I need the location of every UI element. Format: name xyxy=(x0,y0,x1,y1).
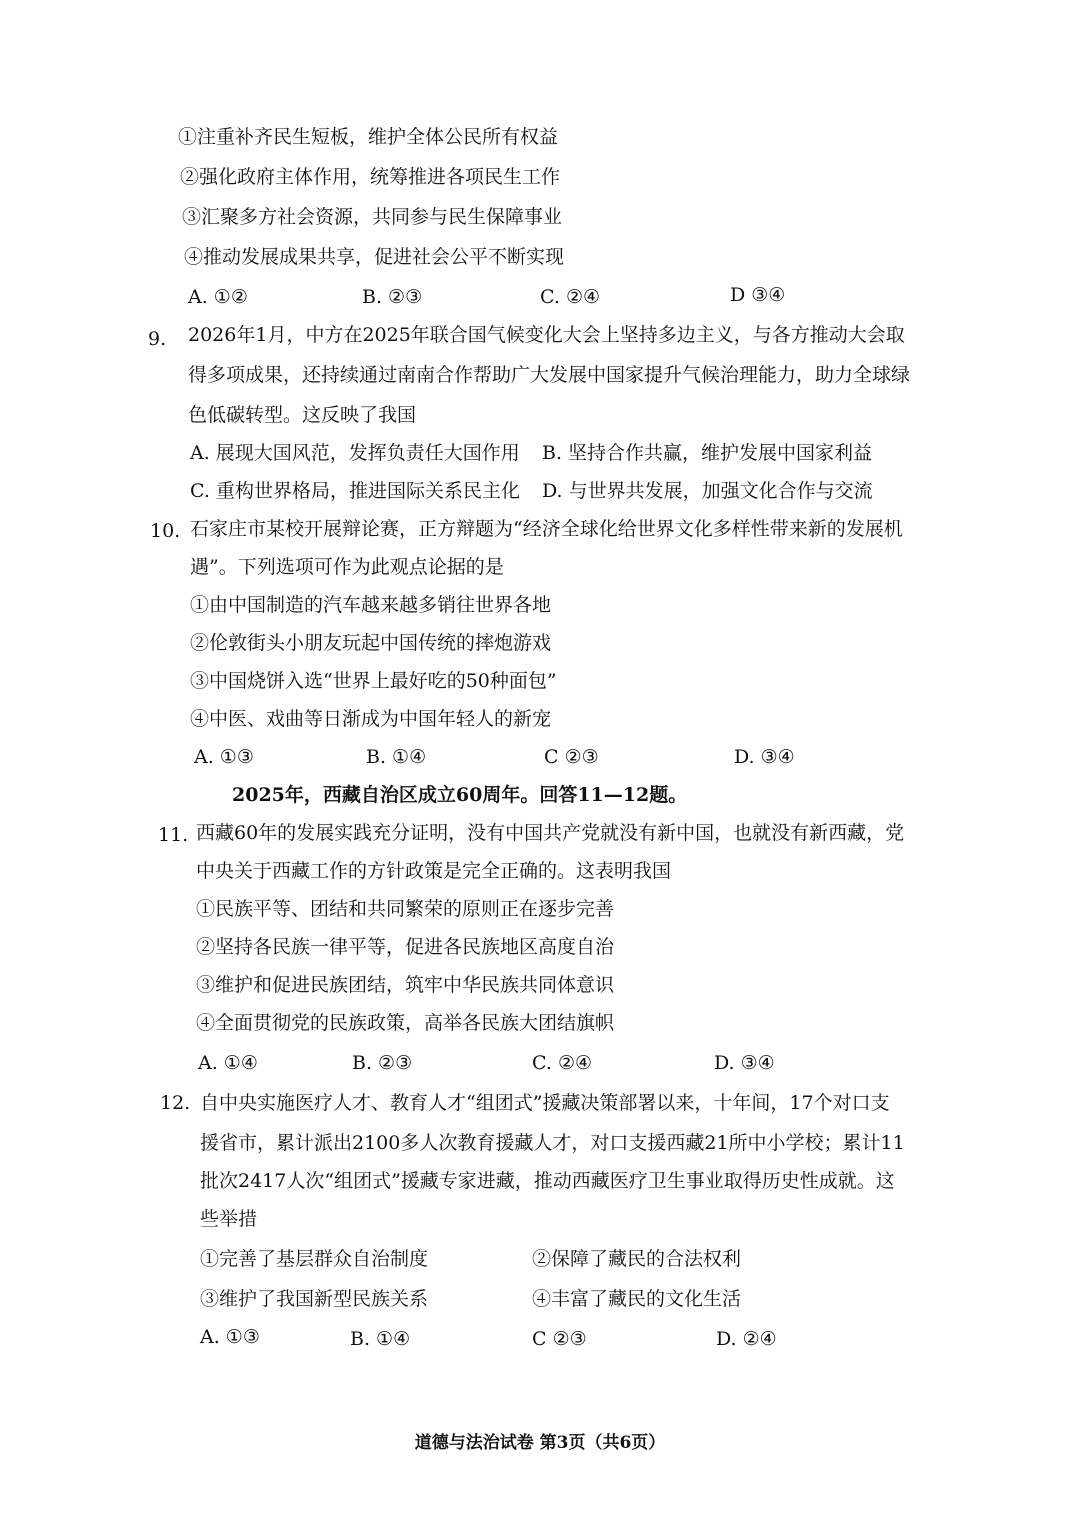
q9-number: 9. xyxy=(148,328,167,350)
q12-statement-2: ②保障了藏民的合法权利 xyxy=(532,1248,742,1270)
q12-option-d: D. ②④ xyxy=(716,1328,777,1350)
q10-stem-line-1: 石家庄市某校开展辩论赛，正方辩题为“经济全球化给世界文化多样性带来新的发展机 xyxy=(190,518,903,540)
q9-stem-line-2: 得多项成果，还持续通过南南合作帮助广大发展中国家提升气候治理能力，助力全球绿 xyxy=(188,364,911,386)
q8-statement-4: ④推动发展成果共享，促进社会公平不断实现 xyxy=(184,246,565,268)
q11-statement-3: ③维护和促进民族团结，筑牢中华民族共同体意识 xyxy=(196,974,615,996)
q10-option-b: B. ①④ xyxy=(366,746,427,768)
q9-option-b: B. 坚持合作共赢，维护发展中国家利益 xyxy=(542,442,873,464)
q11-option-d: D. ③④ xyxy=(714,1052,775,1074)
q11-option-b: B. ②③ xyxy=(352,1052,413,1074)
q12-option-c: C ②③ xyxy=(532,1328,587,1350)
q12-stem-line-3: 批次2417人次“组团式”援藏专家进藏，推动西藏医疗卫生事业取得历史性成就。这 xyxy=(200,1170,895,1192)
q10-option-d: D. ③④ xyxy=(734,746,795,768)
q10-stem-line-2: 遇”。下列选项可作为此观点论据的是 xyxy=(190,556,504,578)
q12-stem-line-2: 援省市，累计派出2100多人次教育援藏人才，对口支援西藏21所中小学校；累计11 xyxy=(200,1132,905,1154)
q11-number: 11. xyxy=(158,824,189,846)
q9-option-c: C. 重构世界格局，推进国际关系民主化 xyxy=(190,480,520,502)
q12-statement-1: ①完善了基层群众自治制度 xyxy=(200,1248,429,1270)
q12-option-a: A. ①③ xyxy=(200,1326,260,1348)
q9-stem-line-1: 2026年1月，中方在2025年联合国气候变化大会上坚持多边主义，与各方推动大会取 xyxy=(188,324,905,346)
q10-statement-3: ③中国烧饼入选“世界上最好吃的50种面包” xyxy=(190,670,557,692)
q10-option-c: C ②③ xyxy=(544,746,599,768)
q8-statement-1: ①注重补齐民生短板，维护全体公民所有权益 xyxy=(178,126,559,148)
q12-stem-line-4: 些举措 xyxy=(200,1208,258,1230)
q9-option-d: D. 与世界共发展，加强文化合作与交流 xyxy=(542,480,873,502)
q12-statement-3: ③维护了我国新型民族关系 xyxy=(200,1288,429,1310)
q10-number: 10. xyxy=(150,520,181,542)
q8-option-b: B. ②③ xyxy=(362,286,423,308)
q12-option-b: B. ①④ xyxy=(350,1328,411,1350)
q11-statement-4: ④全面贯彻党的民族政策，高举各民族大团结旗帜 xyxy=(196,1012,615,1034)
q10-option-a: A. ①③ xyxy=(194,746,254,768)
q11-stem-line-2: 中央关于西藏工作的方针政策是完全正确的。这表明我国 xyxy=(196,860,672,882)
q12-number: 12. xyxy=(160,1092,191,1114)
q8-option-d: D ③④ xyxy=(730,284,786,306)
q8-option-c: C. ②④ xyxy=(540,286,601,308)
page-footer: 道德与法治试卷 第3页（共6页） xyxy=(414,1433,666,1453)
q11-option-c: C. ②④ xyxy=(532,1052,593,1074)
q8-statement-3: ③汇聚多方社会资源，共同参与民生保障事业 xyxy=(182,206,563,228)
q12-statement-4: ④丰富了藏民的文化生活 xyxy=(532,1288,742,1310)
q11-statement-1: ①民族平等、团结和共同繁荣的原则正在逐步完善 xyxy=(196,898,615,920)
q9-stem-line-3: 色低碳转型。这反映了我国 xyxy=(188,404,417,426)
q10-statement-2: ②伦敦街头小朋友玩起中国传统的摔炮游戏 xyxy=(190,632,552,654)
q11-statement-2: ②坚持各民族一律平等，促进各民族地区高度自治 xyxy=(196,936,615,958)
q10-statement-4: ④中医、戏曲等日渐成为中国年轻人的新宠 xyxy=(190,708,552,730)
q8-statement-2: ②强化政府主体作用，统筹推进各项民生工作 xyxy=(180,166,561,188)
section-intro: 2025年，西藏自治区成立60周年。回答11—12题。 xyxy=(232,784,688,806)
q11-option-a: A. ①④ xyxy=(198,1052,258,1074)
q11-stem-line-1: 西藏60年的发展实践充分证明，没有中国共产党就没有新中国，也就没有新西藏，党 xyxy=(196,822,905,844)
q9-option-a: A. 展现大国风范，发挥负责任大国作用 xyxy=(190,442,520,464)
q10-statement-1: ①由中国制造的汽车越来越多销往世界各地 xyxy=(190,594,552,616)
q8-option-a: A. ①② xyxy=(188,286,248,308)
q12-stem-line-1: 自中央实施医疗人才、教育人才“组团式”援藏决策部署以来，十年间，17个对口支 xyxy=(200,1092,890,1114)
